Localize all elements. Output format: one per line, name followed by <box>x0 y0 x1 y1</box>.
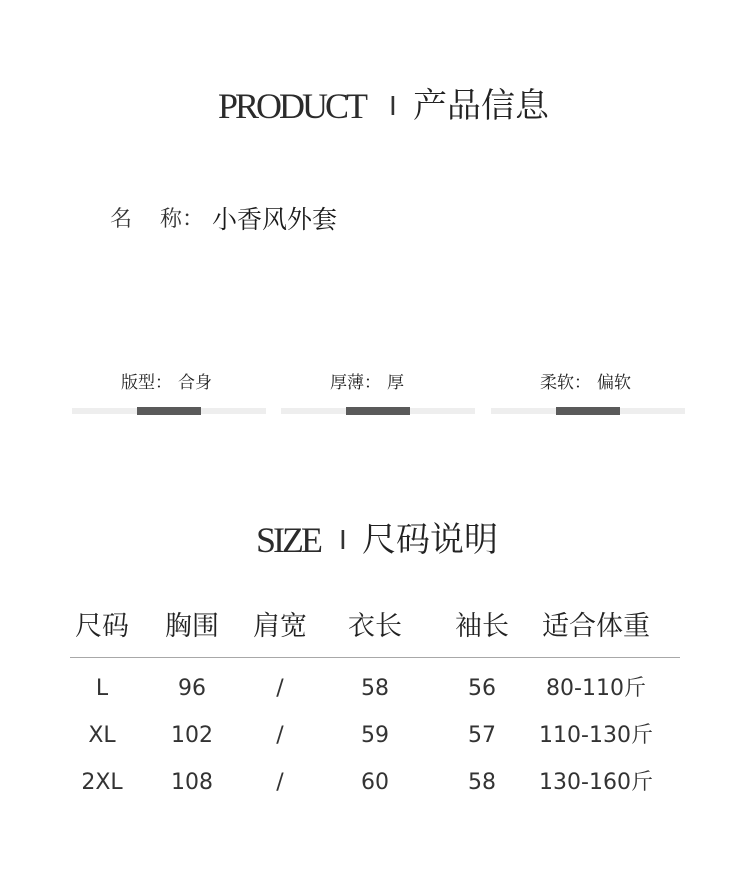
table-header-cell: 衣长 <box>348 611 402 642</box>
attribute-label <box>121 372 212 394</box>
product-title-zh: 产品信息 <box>413 86 549 126</box>
attribute-scale-marker <box>556 407 621 415</box>
product-title-en: PRODUCT <box>218 86 366 126</box>
table-cell: / <box>276 723 284 748</box>
table-header-cell: 胸围 <box>165 611 219 642</box>
attribute-softness-scale <box>491 370 685 420</box>
attribute-scale-track <box>491 408 685 414</box>
table-cell: 60 <box>361 770 389 795</box>
attribute-scale-track <box>281 408 475 414</box>
size-title-separator: I <box>339 524 347 555</box>
table-header-cell: 肩宽 <box>253 611 307 642</box>
attribute-scale-marker <box>346 407 411 415</box>
table-cell: 130-160斤 <box>539 770 653 795</box>
attribute-fit-scale <box>72 370 266 420</box>
table-header-cell: 尺码 <box>75 611 129 642</box>
size-title-en: SIZE <box>256 520 320 560</box>
table-cell: 57 <box>468 723 496 748</box>
table-cell: XL <box>88 723 116 748</box>
table-header-cell: 适合体重 <box>542 611 650 642</box>
table-cell: 108 <box>171 770 213 795</box>
table-cell: 80-110斤 <box>546 676 646 701</box>
attribute-value: 偏软 <box>597 373 631 393</box>
size-title-zh: 尺码说明 <box>362 520 498 560</box>
table-cell: 102 <box>171 723 213 748</box>
table-cell: 56 <box>468 676 496 701</box>
attribute-label <box>540 372 631 394</box>
table-row <box>57 768 655 798</box>
attribute-name: 版型： <box>121 373 172 393</box>
attribute-value: 合身 <box>178 373 212 393</box>
attribute-name: 柔软： <box>540 373 591 393</box>
attribute-thickness-scale <box>281 370 475 420</box>
table-cell: 2XL <box>81 770 123 795</box>
table-row <box>57 674 655 704</box>
attribute-label <box>330 372 404 394</box>
attribute-value: 厚 <box>387 373 404 393</box>
product-title-separator: I <box>389 90 397 121</box>
product-name-label: 名 称： <box>110 207 204 232</box>
attribute-scale-marker <box>137 407 202 415</box>
attribute-name: 厚薄： <box>330 373 381 393</box>
table-row <box>57 721 655 751</box>
table-cell: / <box>276 676 284 701</box>
table-cell: L <box>95 676 109 701</box>
table-cell: / <box>276 770 284 795</box>
table-cell: 58 <box>468 770 496 795</box>
table-divider <box>70 657 680 658</box>
table-cell: 110-130斤 <box>539 723 653 748</box>
table-header-cell: 袖长 <box>455 611 509 642</box>
product-name-value: 小香风外套 <box>212 205 338 234</box>
table-header-row <box>57 609 655 645</box>
table-cell: 59 <box>361 723 389 748</box>
attribute-scale-track <box>72 408 266 414</box>
table-cell: 58 <box>361 676 389 701</box>
table-cell: 96 <box>178 676 206 701</box>
